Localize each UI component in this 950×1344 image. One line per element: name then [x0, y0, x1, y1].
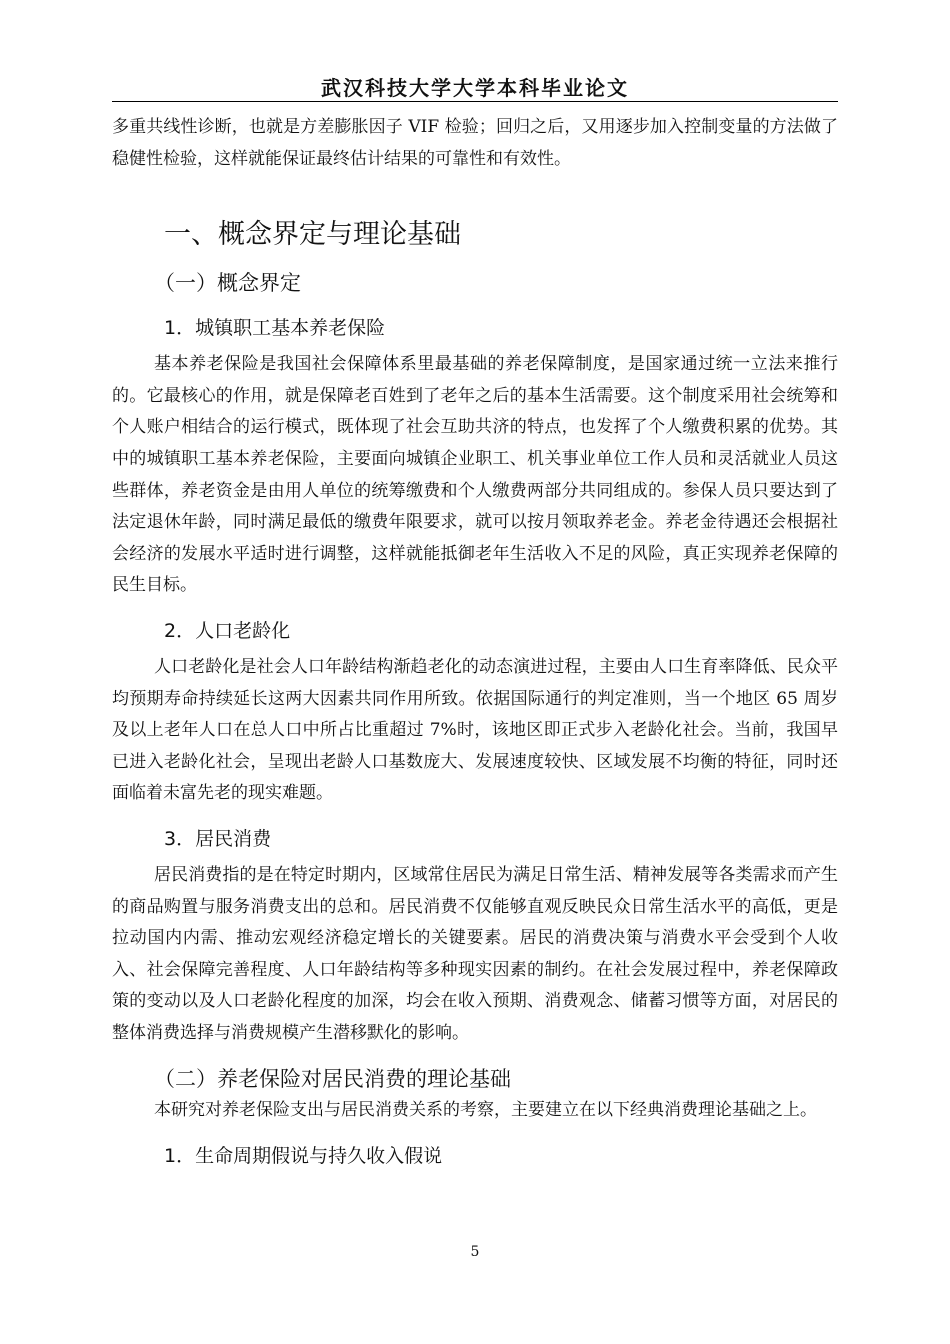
- item-heading-aging: 2．人口老龄化: [164, 619, 291, 642]
- item-heading-pension: 1．城镇职工基本养老保险: [164, 317, 386, 340]
- subsection-heading-theory: （二）养老保险对居民消费的理论基础: [154, 1067, 511, 1092]
- section-heading: 一、概念界定与理论基础: [164, 219, 461, 251]
- paragraph-theory-intro: 本研究对养老保险支出与居民消费关系的考察，主要建立在以下经典消费理论基础之上。: [154, 1100, 817, 1121]
- paragraph-consumption: 居民消费指的是在特定时期内，区域常住居民为满足日常生活、精神发展等各类需求而产生的商品购置与服务消费支出的总和。居民消费不仅能够直观反映民众日常生活水平的高低，更是拉动国内内需、推动宏观经济稳定增长的关键要素。居民的消费决策与消费水平会受到个人收入、社会保障完善程度、人口年龄结构等多种现实因素的制约。在社会发展过程中，养老保障政策的变动以及人口老龄化程度的加深，均会在收入预期、消费观念、储蓄习惯等方面，对居民的整体消费选择与消费规模产生潜移默化的影响。: [112, 864, 838, 1043]
- subsection-heading-concepts: （一）概念界定: [154, 271, 301, 296]
- page-header-title: 武汉科技大学大学本科毕业论文: [321, 76, 629, 100]
- item-heading-consumption: 3．居民消费: [164, 827, 272, 850]
- header-divider: [112, 101, 838, 102]
- page-body: [112, 112, 838, 1177]
- item-heading-lifecycle: 1．生命周期假说与持久收入假说: [164, 1145, 443, 1168]
- intro-paragraph: 多重共线性诊断，也就是方差膨胀因子 VIF 检验；回归之后，又用逐步加入控制变量的方法做了稳健性检验，这样就能保证最终估计结果的可靠性和有效性。: [112, 117, 838, 169]
- paragraph-aging: 人口老龄化是社会人口年龄结构渐趋老化的动态演进过程，主要由人口生育率降低、民众平均预期寿命持续延长这两大因素共同作用所致。依据国际通行的判定准则，当一个地区 65 周岁及以上老年人口在总人口中所占比重超过 7%时，该地区即正式步入老龄化社会。当前，我国早已进入老龄化社会，呈现出老龄人口基数庞大、发展速度较快、区域发展不均衡的特征，同时还面临着未富先老的现实难题。: [112, 656, 838, 804]
- paragraph-pension: 基本养老保险是我国社会保障体系里最基础的养老保障制度，是国家通过统一立法来推行的。它最核心的作用，就是保障老百姓到了老年之后的基本生活需要。这个制度采用社会统筹和个人账户相结合的运行模式，既体现了社会互助共济的特点，也发挥了个人缴费积累的优势。其中的城镇职工基本养老保险，主要面向城镇企业职工、机关事业单位工作人员和灵活就业人员这些群体，养老资金是由用人单位的统筹缴费和个人缴费两部分共同组成的。参保人员只要达到了法定退休年龄，同时满足最低的缴费年限要求，就可以按月领取养老金。养老金待遇还会根据社会经济的发展水平适时进行调整，这样就能抵御老年生活收入不足的风险，真正实现养老保障的民生目标。: [112, 354, 838, 596]
- page-number: 5: [470, 1244, 480, 1260]
